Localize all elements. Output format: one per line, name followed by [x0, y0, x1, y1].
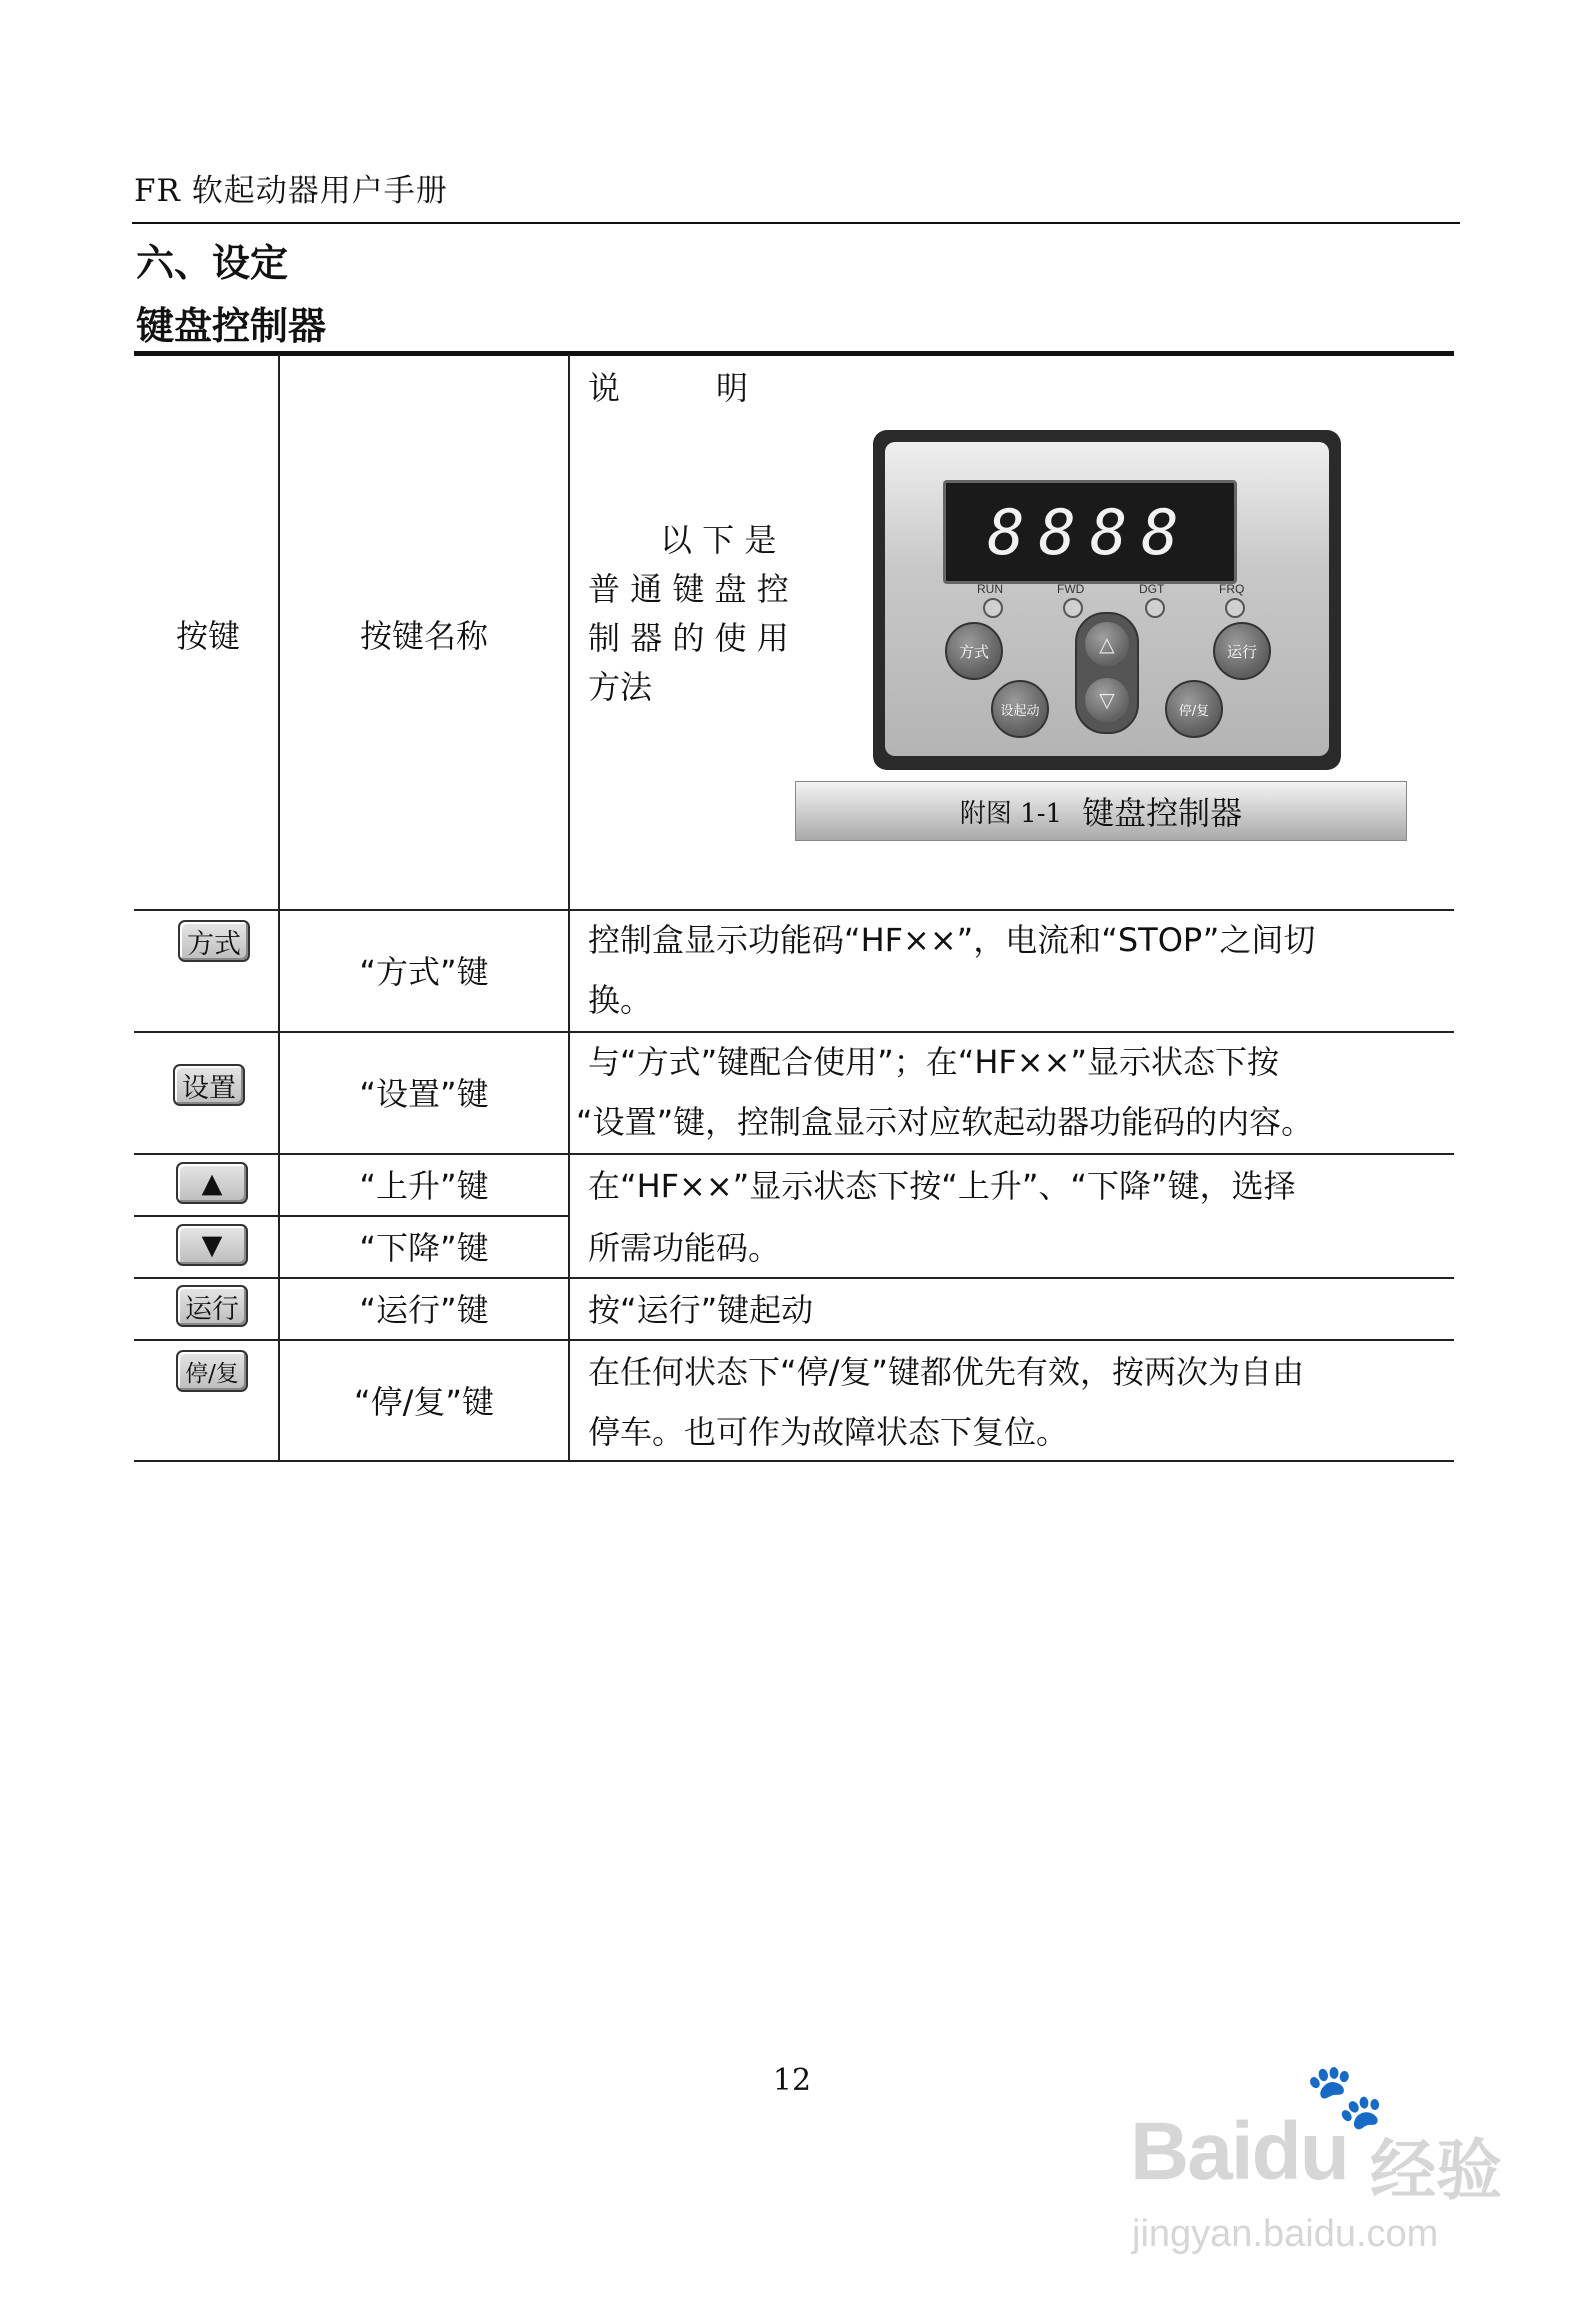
run-key-icon: 运行: [176, 1285, 248, 1327]
seven-segment-display: 8888: [943, 480, 1237, 584]
led-label-dgt: DGT: [1139, 582, 1165, 596]
key-description: 在“HF××”显示状态下按“上升”、“下降”键，选择: [588, 1167, 1296, 1205]
key-name: “上升”键: [359, 1167, 489, 1205]
led-label-run: RUN: [977, 582, 1003, 596]
led-indicator: [1225, 598, 1245, 618]
mode-key-icon: 方式: [178, 920, 250, 962]
led-label-frq: FRQ: [1219, 582, 1245, 596]
intro-line: 以 下 是: [660, 521, 777, 559]
key-description: 按“运行”键起动: [588, 1291, 814, 1329]
led-indicator: [1145, 598, 1165, 618]
watermark-url: jingyan.baidu.com: [1132, 2213, 1439, 2255]
down-arrow-icon: ▽: [1085, 678, 1129, 722]
intro-line: 普 通 键 盘 控: [588, 570, 789, 608]
caption-title: 键盘控制器: [1082, 794, 1243, 832]
header-key: 按键: [175, 617, 240, 655]
set-key-icon: 设置: [173, 1064, 245, 1106]
caption-figure-number: 附图 1-1: [959, 798, 1063, 829]
sub-title: 键盘控制器: [136, 304, 327, 348]
up-arrow-icon: △: [1085, 622, 1129, 666]
figure-caption: [795, 781, 1407, 841]
table-top-rule: [134, 351, 1454, 356]
header-key-name: 按键名称: [359, 617, 488, 655]
key-name: “下降”键: [359, 1229, 489, 1267]
led-label-fwd: FWD: [1057, 582, 1085, 596]
table-row-divider: [134, 1153, 1454, 1155]
key-name: “运行”键: [359, 1291, 489, 1329]
table-col-divider: [568, 354, 570, 1462]
running-header: FR 软起动器用户手册: [134, 173, 448, 209]
watermark-cn: 经验: [1370, 2132, 1502, 2209]
keypad-arrow-pad: [1075, 612, 1139, 734]
keypad-illustration: [873, 430, 1341, 770]
key-description: “设置”键，控制盒显示对应软起动器功能码的内容。: [576, 1103, 1314, 1141]
key-description: 换。: [588, 981, 653, 1019]
keypad-mode-button: 方式: [945, 622, 1003, 680]
paw-icon: 🐾: [1305, 2060, 1385, 2134]
keypad-run-button: 运行: [1213, 622, 1271, 680]
key-description: 控制盒显示功能码“HF××”，电流和“STOP”之间切: [588, 921, 1316, 959]
led-indicator: [1063, 598, 1083, 618]
keypad-face: [885, 442, 1329, 756]
key-description: 与“方式”键配合使用”；在“HF××”显示状态下按: [588, 1043, 1279, 1081]
intro-line: 方法: [588, 668, 653, 706]
key-name: “设置”键: [359, 1075, 489, 1113]
key-name: “方式”键: [359, 953, 489, 991]
keypad-stop-reset-button: 停/复: [1165, 680, 1223, 738]
keypad-set-button: 设起动: [991, 680, 1049, 738]
key-description: 所需功能码。: [588, 1229, 781, 1267]
page-number: 12: [772, 2063, 812, 2098]
section-title: 六、设定: [136, 241, 289, 285]
key-name: “停/复”键: [354, 1383, 494, 1421]
header-description: 说 明: [588, 369, 749, 407]
intro-line: 制 器 的 使 用: [588, 619, 789, 657]
key-description: 停车。也可作为故障状态下复位。: [588, 1413, 1069, 1451]
baidu-watermark: [1120, 2060, 1540, 2275]
stop-reset-key-icon: 停/复: [176, 1350, 248, 1392]
up-arrow-key-icon: ▲: [176, 1162, 248, 1204]
led-indicator: [983, 598, 1003, 618]
key-description: 在任何状态下“停/复”键都优先有效，按两次为自由: [588, 1353, 1304, 1391]
down-arrow-key-icon: ▼: [176, 1224, 248, 1266]
header-rule: [132, 222, 1460, 224]
intro-text: [588, 516, 808, 712]
watermark-brand: Baidu: [1130, 2106, 1348, 2197]
